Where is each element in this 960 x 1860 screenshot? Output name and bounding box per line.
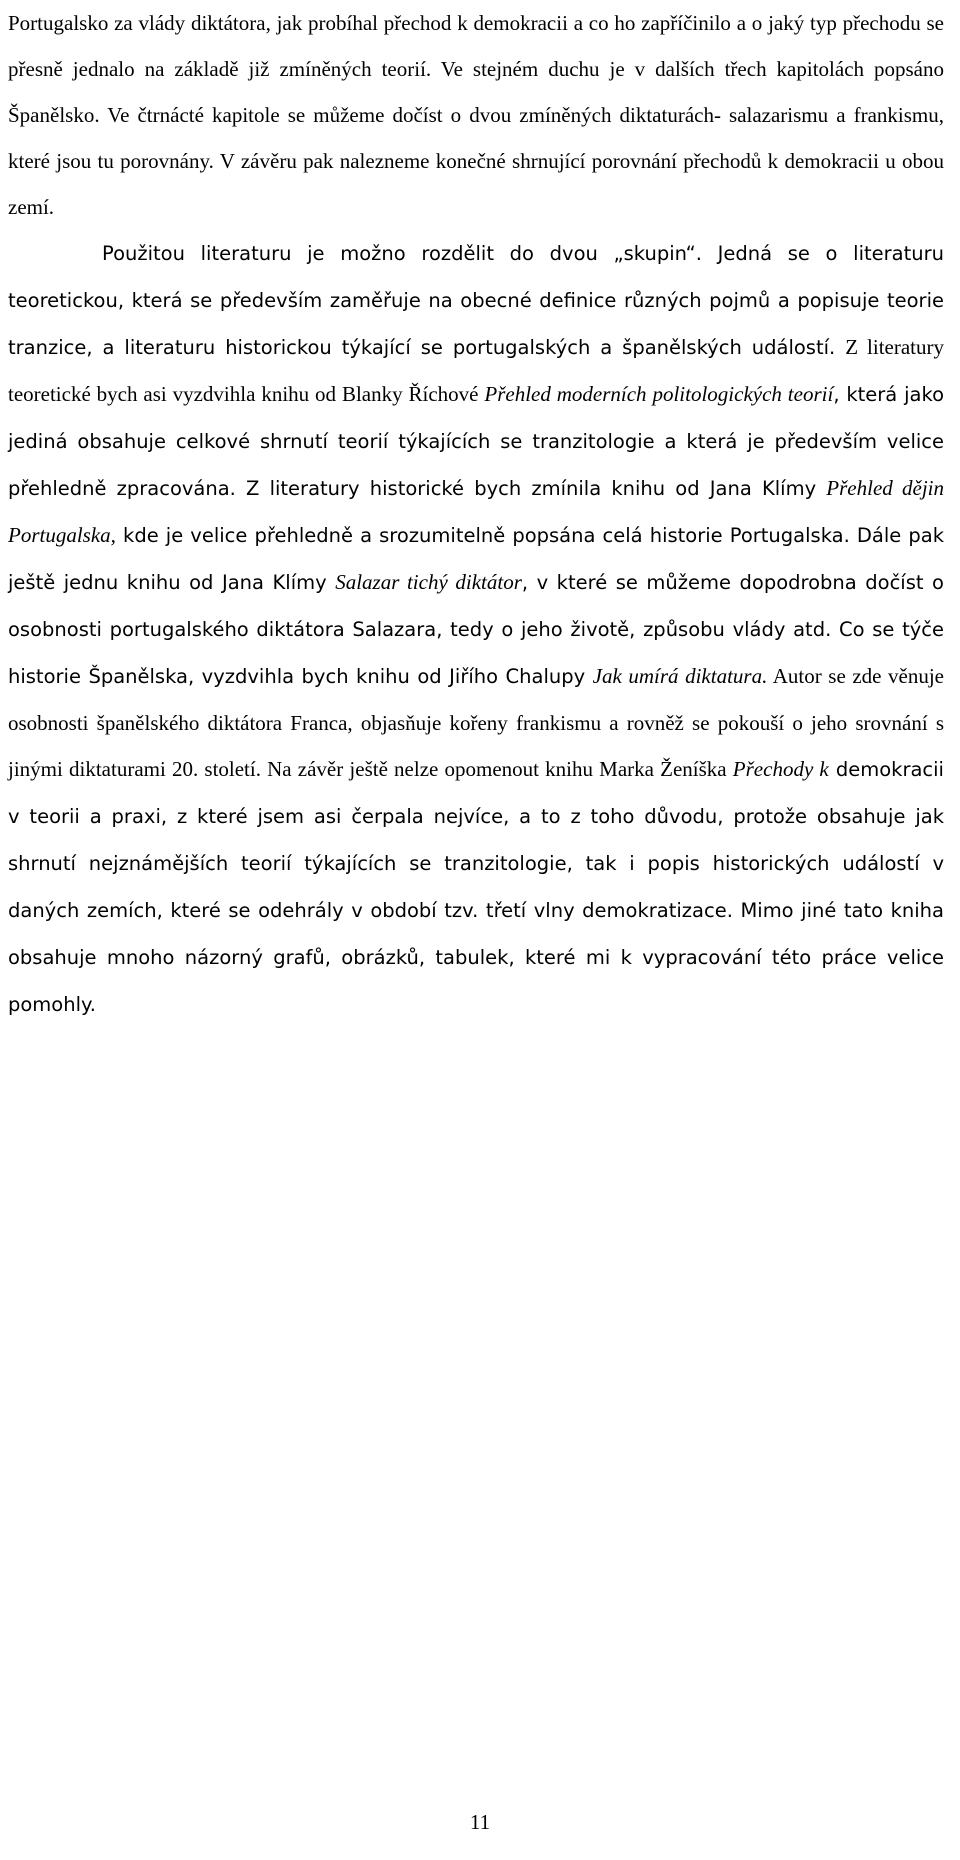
book-title: Salazar tichý diktátor [335, 570, 522, 594]
paragraph-intro: Portugalsko za vlády diktátora, jak probíhal přechod k demokracii a co ho zapříčinilo a o jaký typ přechodu se přesně jednalo na základě již zmíněných teorií. Ve stejném duchu je v dalších třech kapitolách popsáno Španělsko. Ve čtrnácté kapitole se můžeme dočíst o dvou zmíněných diktaturách- salazarismu a frankismu, které jsou tu porovnány. V závěru pak nalezneme konečné shrnující porovnání přechodů k demokracii u obou zemí. [8, 11, 944, 219]
text-run: demokracii [828, 758, 944, 781]
book-title: Přehled moderních politologických teorií [484, 382, 834, 406]
book-title: Přehled dějin Portugalska, [8, 476, 944, 547]
text-run: Použitou literaturu je možno rozdělit do dvou „skupin“. [102, 242, 718, 265]
text-run: , která jako jediná obsahuje celkové shrnutí teorií týkajících se tranzitologie a která je především velice přehledně zpracována. Z literatury historické bych zmínila knihu od Jana Klímy [8, 383, 944, 500]
text-run: , v které se můžeme dopodrobna dočíst o osobnosti portugalského diktátora Salazara, tedy o jeho životě, způsobu vlády atd. Co se týče historie Španělska, vyzdvihla bych knihu od Jiřího Chalupy [8, 571, 944, 688]
text-run: Autor se zde věnuje osobnosti španělského diktátora Franca, objasňuje kořeny frankismu a rovněž se pokouší o jeho srovnání s jinými diktaturami 20. století. Na závěr ještě nelze opomenout knihu Marka Ženíška [8, 664, 944, 781]
text-run: v teorii a praxi, z které jsem asi čerpala nejvíce, a to z toho důvodu, protože obsahuje jak shrnutí nejznámějších teorií týkajících se tranzitologie, tak i popis historických událostí v daných zemích, které se odehrály v období tzv. třetí vlny demokratizace. Mimo jiné tato kniha obsahuje mnoho názorný grafů, obrázků, tabulek, které mi k vypracování této práce velice pomohly. [8, 805, 944, 1016]
book-title: Přechody k [732, 757, 829, 781]
text-run: kde je velice přehledně a srozumitelně popsána celá historie Portugalska. Dále pak ještě jednu knihu od Jana Klímy [8, 524, 944, 594]
book-title: Jak umírá diktatura. [592, 664, 768, 688]
text-run: Z literatury teoretické bych asi vyzdvihla knihu od Blanky Říchové [8, 335, 944, 406]
paragraph-literature [8, 230, 944, 1028]
text-run: Jedná se o literaturu teoretickou, která se především zaměřuje na obecné definice různých pojmů a popisuje teorie tranzice, a literaturu historickou týkající se portugalských a španělských událostí. [8, 242, 944, 359]
body-text [8, 0, 944, 1028]
page-number: 11 [469, 1810, 491, 1834]
